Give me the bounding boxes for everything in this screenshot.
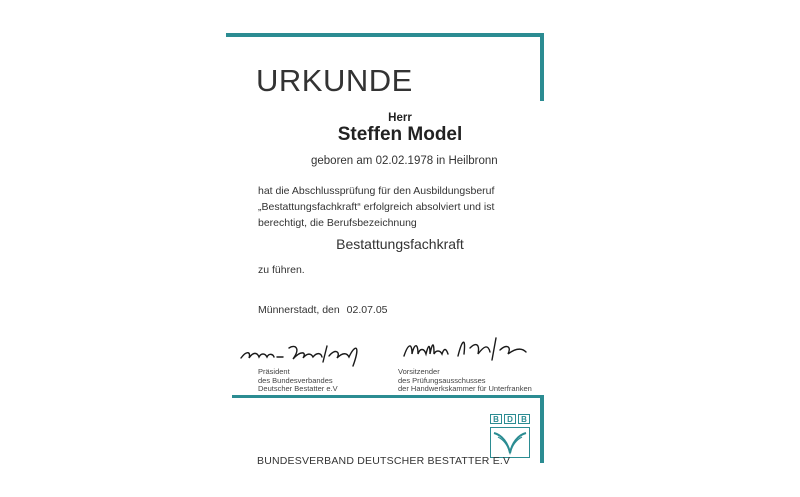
footer-organization: BUNDESVERBAND DEUTSCHER BESTATTER E.V xyxy=(257,455,511,467)
body-text xyxy=(258,183,494,231)
place: Münnerstadt, den xyxy=(258,304,340,316)
signatory-right-role: Vorsitzender des Prüfungsausschusses der Handwerkskammer für Unterfranken xyxy=(398,367,532,393)
date: 02.07.05 xyxy=(346,304,388,316)
salutation: Herr xyxy=(388,112,412,124)
body-line: „Bestattungsfachkraft“ erfolgreich absolviert und ist xyxy=(258,201,495,213)
frame-bottom-bar xyxy=(232,395,544,398)
place-date xyxy=(258,304,388,316)
signature-right xyxy=(400,330,530,366)
body-line: hat die Abschlussprüfung für den Ausbildungsberuf xyxy=(258,185,495,197)
logo-letters: B D B xyxy=(490,414,530,425)
body-line: berechtigt, die Berufsbezeichnung xyxy=(258,217,417,229)
recipient-name: Steffen Model xyxy=(337,124,463,145)
frame-right-bar xyxy=(540,33,544,101)
certificate-title: URKUNDE xyxy=(256,63,413,98)
closing-text: zu führen. xyxy=(258,264,305,276)
frame-top-bar xyxy=(226,33,544,37)
logo-mark-icon xyxy=(490,427,530,458)
profession-title: Bestattungsfachkraft xyxy=(336,236,464,252)
signature-left xyxy=(237,338,367,368)
signatory-left-role: Präsident des Bundesverbandes Deutscher Bestatter e.V xyxy=(258,367,338,393)
birth-info: geboren am 02.02.1978 in Heilbronn xyxy=(311,155,498,167)
frame-right-bar-lower xyxy=(540,395,544,463)
bdb-logo xyxy=(490,414,530,458)
